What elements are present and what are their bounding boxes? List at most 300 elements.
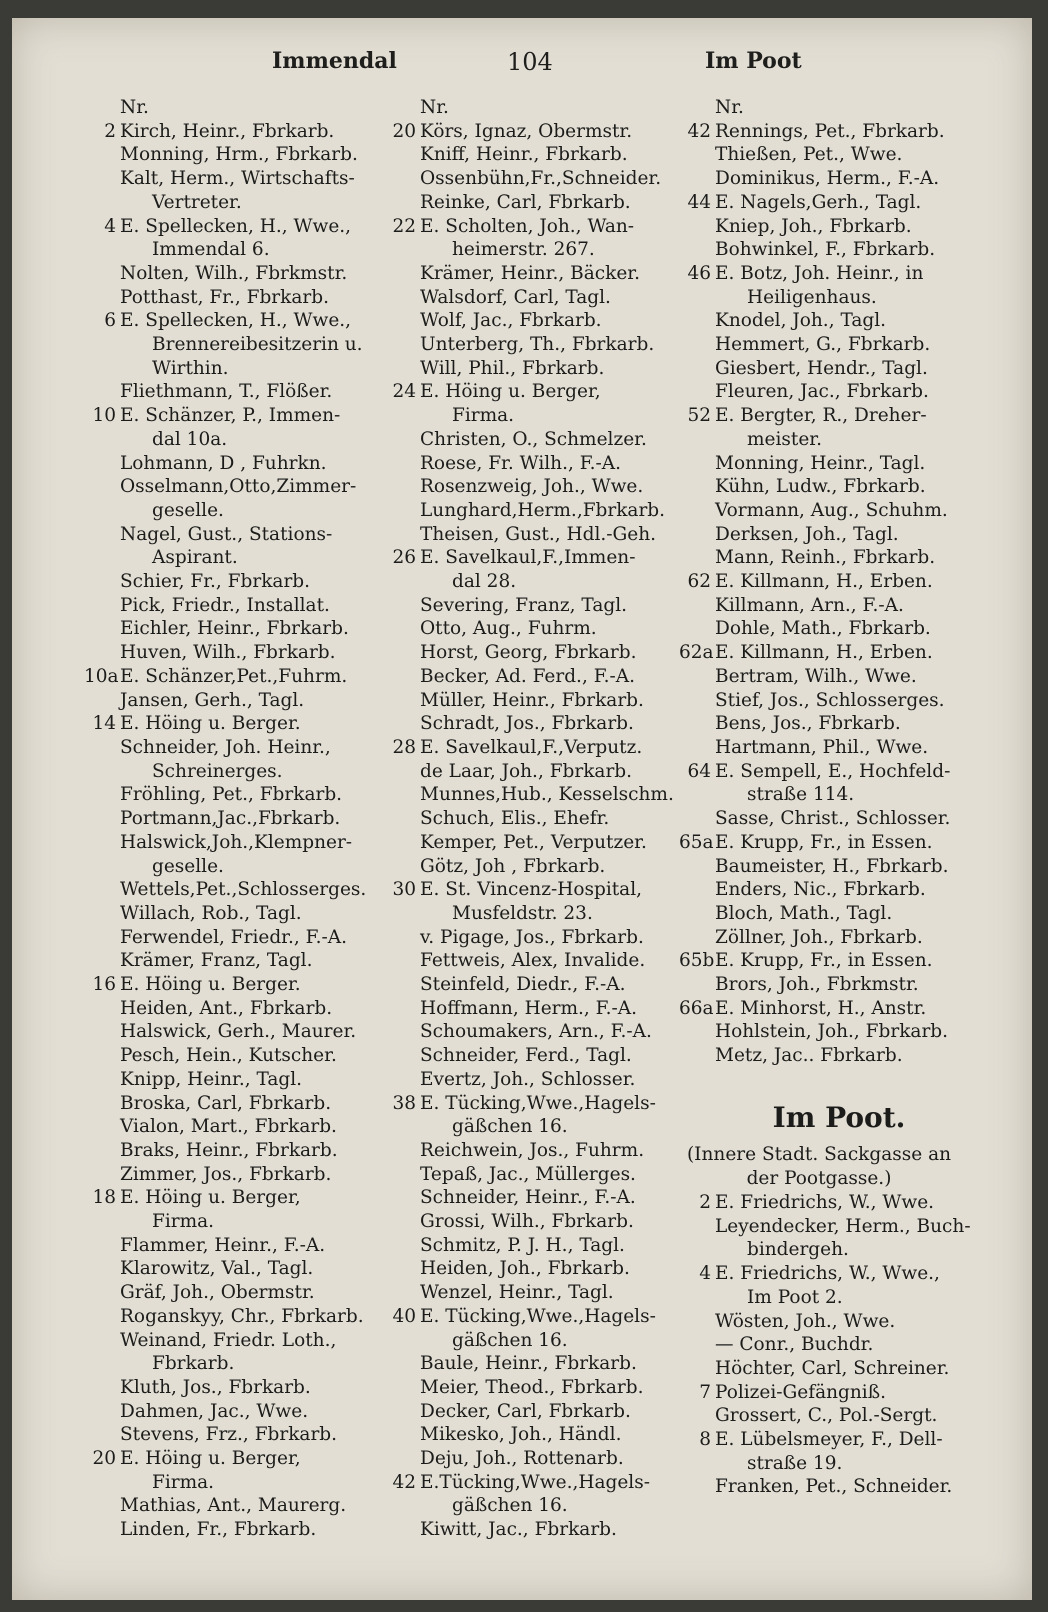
list-item [679, 855, 979, 879]
list-item [679, 191, 979, 215]
list-item [384, 1471, 684, 1495]
list-item [679, 262, 979, 286]
list-item [679, 96, 979, 120]
entry-text: dal 10a. [152, 428, 228, 450]
list-item [679, 1020, 979, 1044]
entry-text: E. Tücking,Wwe.,Hagels- [420, 1092, 656, 1114]
list-item [384, 1494, 684, 1518]
list-item [84, 949, 394, 973]
list-item [84, 309, 394, 333]
list-item [679, 594, 979, 618]
list-item [679, 878, 979, 902]
list-item [384, 357, 684, 381]
entry-text: Knodel, Joh., Tagl. [715, 310, 887, 332]
entry-text: Kemper, Pet., Verputzer. [420, 831, 647, 853]
list-item [384, 997, 684, 1021]
entry-text: E. Schänzer,Pet.,Fuhrm. [120, 665, 348, 687]
entry-text: Vormann, Aug., Schuhm. [715, 499, 948, 521]
entry-text: Dahmen, Jac., Wwe. [120, 1400, 309, 1422]
entry-text: Fbrkarb. [152, 1353, 235, 1375]
entry-text: Roganskyy, Chr., Fbrkarb. [120, 1305, 364, 1327]
entry-text: Kühn, Ludw., Fbrkarb. [715, 476, 926, 498]
entry-text: Vertreter. [152, 191, 242, 213]
list-item [384, 1139, 684, 1163]
entry-text: Potthast, Fr., Fbrkarb. [120, 286, 329, 308]
entry-text: Braks, Heinr., Fbrkarb. [120, 1139, 338, 1161]
entry-text: geselle. [152, 855, 224, 877]
list-item [384, 475, 684, 499]
list-item [84, 215, 394, 239]
entry-text: Willach, Rob., Tagl. [120, 902, 302, 924]
house-number: 2 [104, 120, 116, 142]
entry-text: Schier, Fr., Fbrkarb. [120, 571, 311, 593]
list-item [384, 1186, 684, 1210]
list-item [84, 1447, 394, 1471]
list-item [84, 1044, 394, 1068]
house-number: 4 [104, 215, 116, 237]
list-item [84, 1494, 394, 1518]
list-item [384, 1210, 684, 1234]
entry-text: Derksen, Joh., Tagl. [715, 523, 899, 545]
entry-text: Halswick,Joh.,Klempner- [120, 831, 353, 853]
list-item [84, 902, 394, 926]
entry-text: Deju, Joh., Rottenarb. [420, 1448, 624, 1470]
house-number: 65a [679, 831, 714, 853]
list-item [384, 973, 684, 997]
list-item [384, 404, 684, 428]
list-item [84, 357, 394, 381]
list-item [679, 997, 979, 1021]
page-number: 104 [507, 48, 553, 76]
entry-text: E. Friedrichs, W., Wwe., [715, 1263, 940, 1285]
list-item [84, 641, 394, 665]
list-item [384, 570, 684, 594]
list-item [384, 594, 684, 618]
entry-text: Immendal 6. [152, 239, 270, 261]
list-item [384, 309, 684, 333]
entry-text: Monning, Hrm., Fbrkarb. [120, 144, 358, 166]
entry-text: Musfeldstr. 23. [452, 902, 593, 924]
entry-text: straße 19. [747, 1452, 843, 1474]
list-item [679, 309, 979, 333]
list-item [84, 428, 394, 452]
entry-text: E. Sempell, E., Hochfeld- [715, 760, 951, 782]
house-number: 28 [392, 736, 416, 758]
house-number: 20 [92, 1448, 116, 1470]
list-item [679, 783, 979, 807]
entry-text: Schmitz, P. J. H., Tagl. [420, 1234, 625, 1256]
list-item [84, 712, 394, 736]
section-subtitle-line1: (Innere Stadt. Sackgasse an [686, 1144, 952, 1165]
list-item [679, 1191, 979, 1215]
list-item [384, 1163, 684, 1187]
entry-text: Baumeister, H., Fbrkarb. [715, 855, 949, 877]
list-item [84, 96, 394, 120]
entry-text: Roese, Fr. Wilh., F.-A. [420, 452, 622, 474]
list-item [384, 1234, 684, 1258]
list-item [84, 262, 394, 286]
list-item [84, 523, 394, 547]
house-number: 62a [679, 642, 714, 664]
entry-text: Killmann, Arn., F.-A. [715, 594, 904, 616]
list-item [84, 1163, 394, 1187]
entry-text: Nr. [420, 97, 449, 118]
list-item [679, 831, 979, 855]
entry-text: Kiwitt, Jac., Fbrkarb. [420, 1519, 617, 1541]
list-item [384, 1115, 684, 1139]
list-item [679, 617, 979, 641]
list-item [679, 1310, 979, 1334]
list-item [84, 380, 394, 404]
list-item [384, 807, 684, 831]
list-item [84, 191, 394, 215]
list-item [84, 1329, 394, 1353]
entry-text: Franken, Pet., Schneider. [715, 1476, 953, 1498]
list-item [679, 665, 979, 689]
list-item [84, 973, 394, 997]
entry-text: Meier, Theod., Fbrkarb. [420, 1376, 644, 1398]
list-item [384, 452, 684, 476]
section-entries [679, 1191, 979, 1499]
entry-text: E. Tücking,Wwe.,Hagels- [420, 1305, 656, 1327]
entry-text: Unterberg, Th., Fbrkarb. [420, 334, 655, 356]
entry-text: Wenzel, Heinr., Tagl. [420, 1282, 614, 1304]
list-item [84, 1068, 394, 1092]
entry-text: E. Schänzer, P., Immen- [120, 405, 341, 427]
entry-text: Bens, Jos., Fbrkarb. [715, 713, 901, 735]
entry-text: Nr. [120, 97, 149, 118]
entry-text: Wolf, Jac., Fbrkarb. [420, 310, 602, 332]
entry-text: E. Friedrichs, W., Wwe. [715, 1192, 935, 1213]
entry-text: Höchter, Carl, Schreiner. [715, 1357, 950, 1379]
entry-text: E.Tücking,Wwe.,Hagels- [420, 1471, 650, 1493]
section-subtitle-line2: der Pootgasse.) [746, 1168, 892, 1189]
entry-text: Reinke, Carl, Fbrkarb. [420, 191, 631, 213]
entry-text: Zimmer, Jos., Fbrkarb. [120, 1163, 332, 1185]
entry-text: Eichler, Heinr., Fbrkarb. [120, 618, 349, 640]
list-item [384, 380, 684, 404]
list-item [384, 712, 684, 736]
entry-text: Kalt, Herm., Wirtschafts- [120, 168, 355, 190]
entry-text: Firma. [152, 1471, 215, 1493]
list-item [84, 286, 394, 310]
house-number: 44 [687, 191, 711, 213]
entry-text: Heiden, Joh., Fbrkarb. [420, 1258, 630, 1280]
entry-text: Firma. [152, 1211, 215, 1233]
entry-text: Ferwendel, Friedr., F.-A. [120, 926, 347, 948]
list-item [679, 475, 979, 499]
entry-text: Tepaß, Jac., Müllerges. [420, 1163, 636, 1185]
list-item [384, 1329, 684, 1353]
entry-text: Grossi, Wilh., Fbrkarb. [420, 1211, 634, 1233]
list-item [84, 404, 394, 428]
entry-text: Stevens, Frz., Fbrkarb. [120, 1424, 338, 1446]
list-item [84, 926, 394, 950]
list-item [384, 191, 684, 215]
list-item [679, 1215, 979, 1239]
entry-text: Kirch, Heinr., Fbrkarb. [120, 120, 335, 142]
house-number: 66a [679, 997, 714, 1019]
column-middle [384, 96, 684, 1542]
list-item [679, 499, 979, 523]
house-number: 22 [392, 215, 416, 237]
list-item [84, 1234, 394, 1258]
entry-text: Mann, Reinh., Fbrkarb. [715, 547, 936, 569]
list-item [679, 1286, 979, 1310]
entry-text: E. Höing u. Berger. [120, 713, 301, 735]
entry-text: E. St. Vincenz-Hospital, [420, 879, 643, 901]
column-right [679, 96, 979, 1068]
list-item [84, 1400, 394, 1424]
list-item [384, 1020, 684, 1044]
entry-text: Osselmann,Otto,Zimmer- [120, 476, 357, 498]
list-item [384, 167, 684, 191]
list-item [384, 499, 684, 523]
list-item [84, 1210, 394, 1234]
list-item [84, 760, 394, 784]
entry-text: Rennings, Pet., Fbrkarb. [715, 120, 945, 142]
entry-text: gäßchen 16. [452, 1116, 568, 1138]
entry-text: Halswick, Gerh., Maurer. [120, 1021, 357, 1043]
entry-text: Hemmert, G., Fbrkarb. [715, 334, 931, 356]
list-item [84, 333, 394, 357]
entry-text: E. Krupp, Fr., in Essen. [715, 950, 933, 972]
house-number: 24 [392, 381, 416, 403]
entry-text: Hartmann, Phil., Wwe. [715, 736, 929, 758]
list-item [84, 997, 394, 1021]
list-item [84, 570, 394, 594]
entry-text: Wösten, Joh., Wwe. [715, 1310, 896, 1332]
list-item [679, 1044, 979, 1068]
entry-text: E. Nagels,Gerh., Tagl. [715, 191, 922, 213]
entry-text: Krämer, Franz, Tagl. [120, 950, 313, 972]
entry-text: E. Lübelsmeyer, F., Dell- [715, 1429, 943, 1451]
entry-text: Mathias, Ant., Maurerg. [120, 1495, 347, 1517]
entry-text: E. Savelkaul,F.,Immen- [420, 547, 636, 569]
list-item [679, 404, 979, 428]
list-item [679, 286, 979, 310]
list-item [384, 143, 684, 167]
list-item [384, 1281, 684, 1305]
list-item [384, 1257, 684, 1281]
entry-text: Severing, Franz, Tagl. [420, 594, 628, 616]
entry-text: Nr. [715, 97, 744, 118]
list-item [384, 215, 684, 239]
list-item [384, 1423, 684, 1447]
entry-text: heimerstr. 267. [452, 239, 595, 261]
entry-text: v. Pigage, Jos., Fbrkarb. [420, 926, 644, 948]
list-item [384, 689, 684, 713]
entry-text: Bloch, Math., Tagl. [715, 902, 893, 924]
entry-text: Linden, Fr., Fbrkarb. [120, 1519, 317, 1541]
list-item [679, 1404, 979, 1428]
list-item [84, 1257, 394, 1281]
entry-text: Wettels,Pet.,Schlosserges. [120, 879, 367, 901]
list-item [679, 167, 979, 191]
list-item [84, 617, 394, 641]
list-item [384, 333, 684, 357]
entry-text: Pesch, Hein., Kutscher. [120, 1045, 337, 1067]
list-item [384, 665, 684, 689]
entry-text: E. Höing u. Berger. [120, 974, 301, 996]
entry-text: Broska, Carl, Fbrkarb. [120, 1092, 332, 1114]
list-item [84, 1376, 394, 1400]
entry-text: E. Minhorst, H., Anstr. [715, 997, 927, 1019]
entry-text: Huven, Wilh., Fbrkarb. [120, 642, 336, 664]
list-item [384, 926, 684, 950]
list-item [384, 1447, 684, 1471]
house-number: 10 [92, 405, 116, 427]
entry-text: Sasse, Christ., Schlosser. [715, 808, 951, 830]
entry-text: Vialon, Mart., Fbrkarb. [120, 1116, 337, 1138]
entry-text: Fröhling, Pet., Fbrkarb. [120, 784, 343, 806]
list-item [384, 902, 684, 926]
entry-text: Firma. [452, 405, 515, 427]
entry-text: Flammer, Heinr., F.-A. [120, 1234, 326, 1256]
entry-text: gäßchen 16. [452, 1329, 568, 1351]
entry-text: E. Bergter, R., Dreher- [715, 405, 927, 427]
list-item [84, 120, 394, 144]
entry-text: Rosenzweig, Joh., Wwe. [420, 476, 644, 498]
list-item [84, 499, 394, 523]
list-item [84, 238, 394, 262]
list-item [84, 878, 394, 902]
entry-text: Fliethmann, T., Flößer. [120, 381, 333, 403]
list-item [679, 428, 979, 452]
entry-text: Ossenbühn,Fr.,Schneider. [420, 168, 662, 190]
entry-text: Monning, Heinr., Tagl. [715, 452, 926, 474]
entry-text: Mikesko, Joh., Händl. [420, 1424, 622, 1446]
entry-text: Schneider, Joh. Heinr., [120, 736, 331, 758]
list-item [679, 949, 979, 973]
entry-text: Hoffmann, Herm., F.-A. [420, 997, 638, 1019]
list-item [84, 1139, 394, 1163]
entry-text: E. Spellecken, H., Wwe., [120, 310, 352, 332]
entry-text: Giesbert, Hendr., Tagl. [715, 357, 928, 379]
list-item [384, 878, 684, 902]
entry-text: Otto, Aug., Fuhrm. [420, 618, 597, 640]
entry-text: Körs, Ignaz, Obermstr. [420, 120, 633, 142]
entry-text: Pick, Friedr., Installat. [120, 594, 330, 616]
entry-text: Zöllner, Joh., Fbrkarb. [715, 926, 923, 948]
entry-text: Knipp, Heinr., Tagl. [120, 1068, 303, 1090]
entry-text: Decker, Carl, Fbrkarb. [420, 1400, 631, 1422]
entry-text: Becker, Ad. Ferd., F.-A. [420, 665, 636, 687]
list-item [679, 736, 979, 760]
entry-text: Lohmann, D , Fuhrkn. [120, 452, 327, 474]
list-item [384, 855, 684, 879]
entry-text: Schoumakers, Arn., F.-A. [420, 1021, 652, 1043]
house-number: 64 [687, 760, 711, 782]
list-item [679, 570, 979, 594]
list-item [384, 1305, 684, 1329]
list-item [679, 1475, 979, 1499]
entry-text: Kniep, Joh., Fbrkarb. [715, 215, 912, 237]
list-item [679, 120, 979, 144]
house-number: 62 [687, 571, 711, 593]
list-item [84, 1352, 394, 1376]
entry-text: Klarowitz, Val., Tagl. [120, 1258, 314, 1280]
entry-text: Fleuren, Jac., Fbrkarb. [715, 381, 929, 403]
entry-text: de Laar, Joh., Fbrkarb. [420, 760, 633, 782]
entry-text: E. Höing u. Berger, [120, 1448, 301, 1470]
house-number: 18 [92, 1187, 116, 1209]
entry-text: Schneider, Heinr., F.-A. [420, 1187, 636, 1209]
house-number: 65b [679, 950, 715, 972]
entry-text: Wirthin. [152, 357, 229, 379]
list-item [384, 641, 684, 665]
entry-text: Schuch, Elis., Ehefr. [420, 808, 610, 830]
entry-text: E. Höing u. Berger, [420, 381, 601, 403]
list-item [384, 1376, 684, 1400]
list-item [84, 831, 394, 855]
house-number: 14 [92, 713, 116, 735]
list-item [384, 783, 684, 807]
entry-text: Enders, Nic., Fbrkarb. [715, 879, 926, 901]
list-item [384, 949, 684, 973]
list-item [384, 1044, 684, 1068]
entry-text: Schradt, Jos., Fbrkarb. [420, 713, 634, 735]
house-number: 7 [699, 1381, 711, 1403]
house-number: 38 [392, 1092, 416, 1114]
list-item [84, 807, 394, 831]
list-item [384, 546, 684, 570]
list-item [679, 238, 979, 262]
list-item [84, 143, 394, 167]
entry-text: Brennereibesitzerin u. [152, 334, 363, 356]
entry-text: Bohwinkel, F., Fbrkarb. [715, 239, 936, 261]
entry-text: dal 28. [452, 571, 517, 593]
entry-text: E. Krupp, Fr., in Essen. [715, 831, 933, 853]
entry-text: meister. [747, 428, 822, 450]
list-item [84, 1281, 394, 1305]
list-item [84, 1305, 394, 1329]
running-head-right: Im Poot [705, 48, 802, 74]
list-item [84, 1115, 394, 1139]
list-item [84, 452, 394, 476]
entry-text: Dohle, Math., Fbrkarb. [715, 618, 931, 640]
entry-text: Jansen, Gerh., Tagl. [120, 689, 305, 711]
list-item [384, 262, 684, 286]
entry-text: Müller, Heinr., Fbrkarb. [420, 689, 644, 711]
house-number: 42 [687, 120, 711, 142]
section-im-poot [679, 1099, 979, 1499]
house-number: 6 [104, 310, 116, 332]
entry-text: Krämer, Heinr., Bäcker. [420, 262, 640, 284]
list-item [384, 96, 684, 120]
list-item [679, 1238, 979, 1262]
list-item [384, 1092, 684, 1116]
list-item [679, 1333, 979, 1357]
list-item [679, 523, 979, 547]
house-number: 2 [699, 1192, 711, 1213]
house-number: 8 [699, 1429, 711, 1451]
entry-text: Baule, Heinr., Fbrkarb. [420, 1353, 637, 1375]
list-item [84, 1092, 394, 1116]
entry-text: Weinand, Friedr. Loth., [120, 1329, 337, 1351]
list-item [679, 689, 979, 713]
list-item [384, 760, 684, 784]
list-item [679, 546, 979, 570]
entry-text: E. Spellecken, H., Wwe., [120, 215, 352, 237]
entry-text: bindergeh. [747, 1239, 849, 1261]
list-item [679, 1452, 979, 1476]
list-item [679, 712, 979, 736]
section-title: Im Poot. [772, 1101, 906, 1134]
list-item [84, 689, 394, 713]
list-item [84, 1020, 394, 1044]
list-item [679, 1357, 979, 1381]
